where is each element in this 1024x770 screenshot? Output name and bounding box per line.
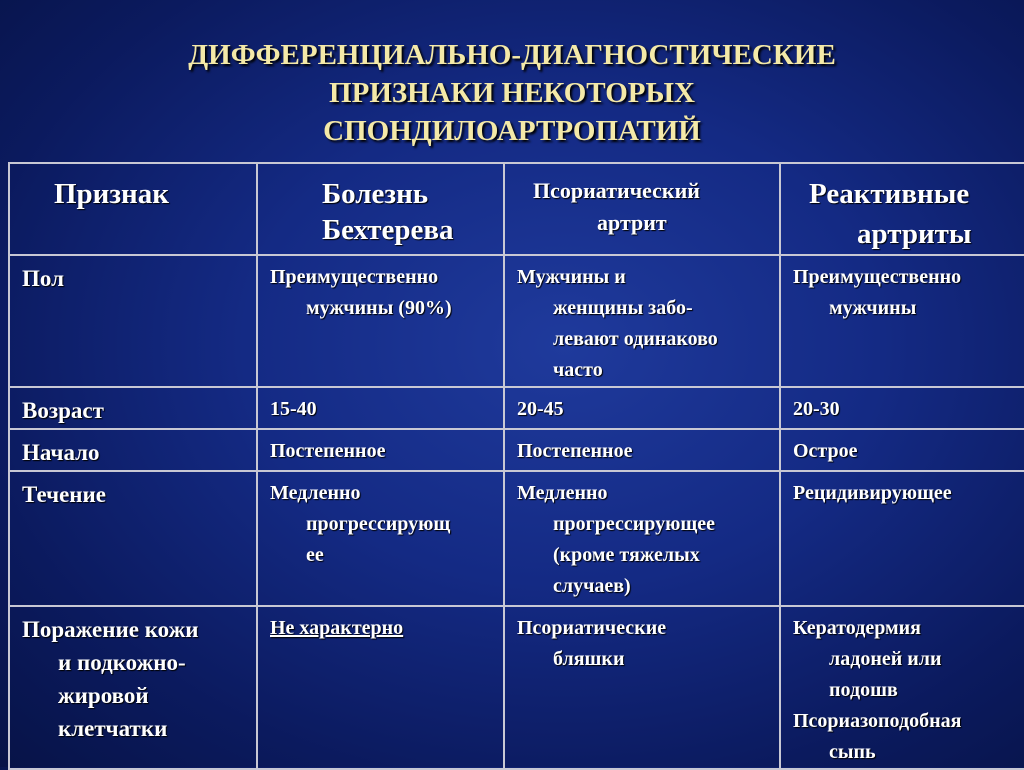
row-label: Возраст [22,398,104,423]
header-cell-sign [9,163,257,255]
cell-line: Преимущественно [793,266,962,288]
table-cell [257,387,504,429]
table-cell [504,471,780,606]
cell-line: мужчины [829,297,917,319]
row-label-line: Поражение кожи [22,617,199,642]
cell-line: левают одинаково [553,328,718,350]
header-bechterew-line2: Бехтерева [322,214,454,246]
table-cell [257,255,504,387]
table-row-course [9,471,1024,606]
table-row-skin [9,606,1024,769]
cell-line: случаев) [553,575,631,597]
table-row-sex [9,255,1024,387]
cell-line: прогрессирующ [306,513,451,535]
row-label-line: клетчатки [58,716,168,741]
cell-line: (кроме тяжелых [553,544,700,566]
cell-line: 20-30 [793,398,840,420]
header-psoriatic-line2: артрит [597,210,667,235]
header-cell-reactive [780,163,1024,255]
cell-line: Медленно [517,482,608,504]
row-label: Пол [22,266,64,291]
row-label-cell [9,255,257,387]
table-cell [504,387,780,429]
header-psoriatic-line1: Псориатический [533,178,700,203]
row-label-line: и подкожно- [58,650,186,675]
header-row [9,163,1024,255]
cell-line: Не характерно [270,617,404,639]
cell-line: Мужчины и [517,266,626,288]
cell-line: Острое [793,440,858,462]
cell-line: подошв [829,679,898,701]
cell-line: бляшки [553,648,625,670]
cell-line: женщины забо- [553,297,693,319]
cell-line: часто [553,359,603,381]
table-cell [257,606,504,769]
table-cell [780,387,1024,429]
row-label-cell [9,606,257,769]
cell-line: Постепенное [517,440,633,462]
cell-line: ладоней или [829,648,942,670]
cell-line: мужчины (90%) [306,297,452,319]
cell-line: Преимущественно [270,266,439,288]
header-reactive-line1: Реактивные [809,178,970,210]
table-cell [504,606,780,769]
slide-title [60,36,964,150]
row-label-cell [9,429,257,471]
table-row-onset [9,429,1024,471]
row-label-cell [9,387,257,429]
cell-line: ее [306,544,324,566]
header-sign: Признак [54,178,169,210]
cell-line: прогрессирующее [553,513,716,535]
cell-line: Кератодермия [793,617,921,639]
cell-line: 20-45 [517,398,564,420]
title-line-1: ДИФФЕРЕНЦИАЛЬНО-ДИАГНОСТИЧЕСКИЕ [188,39,836,71]
table-cell [504,255,780,387]
row-label: Начало [22,440,100,465]
title-line-3: СПОНДИЛОАРТРОПАТИЙ [323,115,701,147]
cell-line: Псориатические [517,617,667,639]
header-reactive-line2: артриты [857,218,972,250]
table-row-age [9,387,1024,429]
title-line-2: ПРИЗНАКИ НЕКОТОРЫХ [329,77,695,109]
row-label-cell [9,471,257,606]
comparison-table [8,162,1024,770]
header-cell-psoriatic [504,163,780,255]
row-label: Течение [22,482,106,507]
table-cell [780,255,1024,387]
cell-line: Псориазоподобная [793,710,962,732]
table-cell [780,471,1024,606]
cell-line: 15-40 [270,398,317,420]
table-cell [504,429,780,471]
table-cell [257,471,504,606]
cell-line: Медленно [270,482,361,504]
cell-line: Постепенное [270,440,386,462]
table-cell [257,429,504,471]
table-cell [780,606,1024,769]
header-cell-bechterew [257,163,504,255]
header-bechterew-line1: Болезнь [322,178,429,210]
row-label-line: жировой [58,683,149,708]
cell-line: Рецидивирующее [793,482,952,504]
cell-line: сыпь [829,741,876,763]
table-cell [780,429,1024,471]
